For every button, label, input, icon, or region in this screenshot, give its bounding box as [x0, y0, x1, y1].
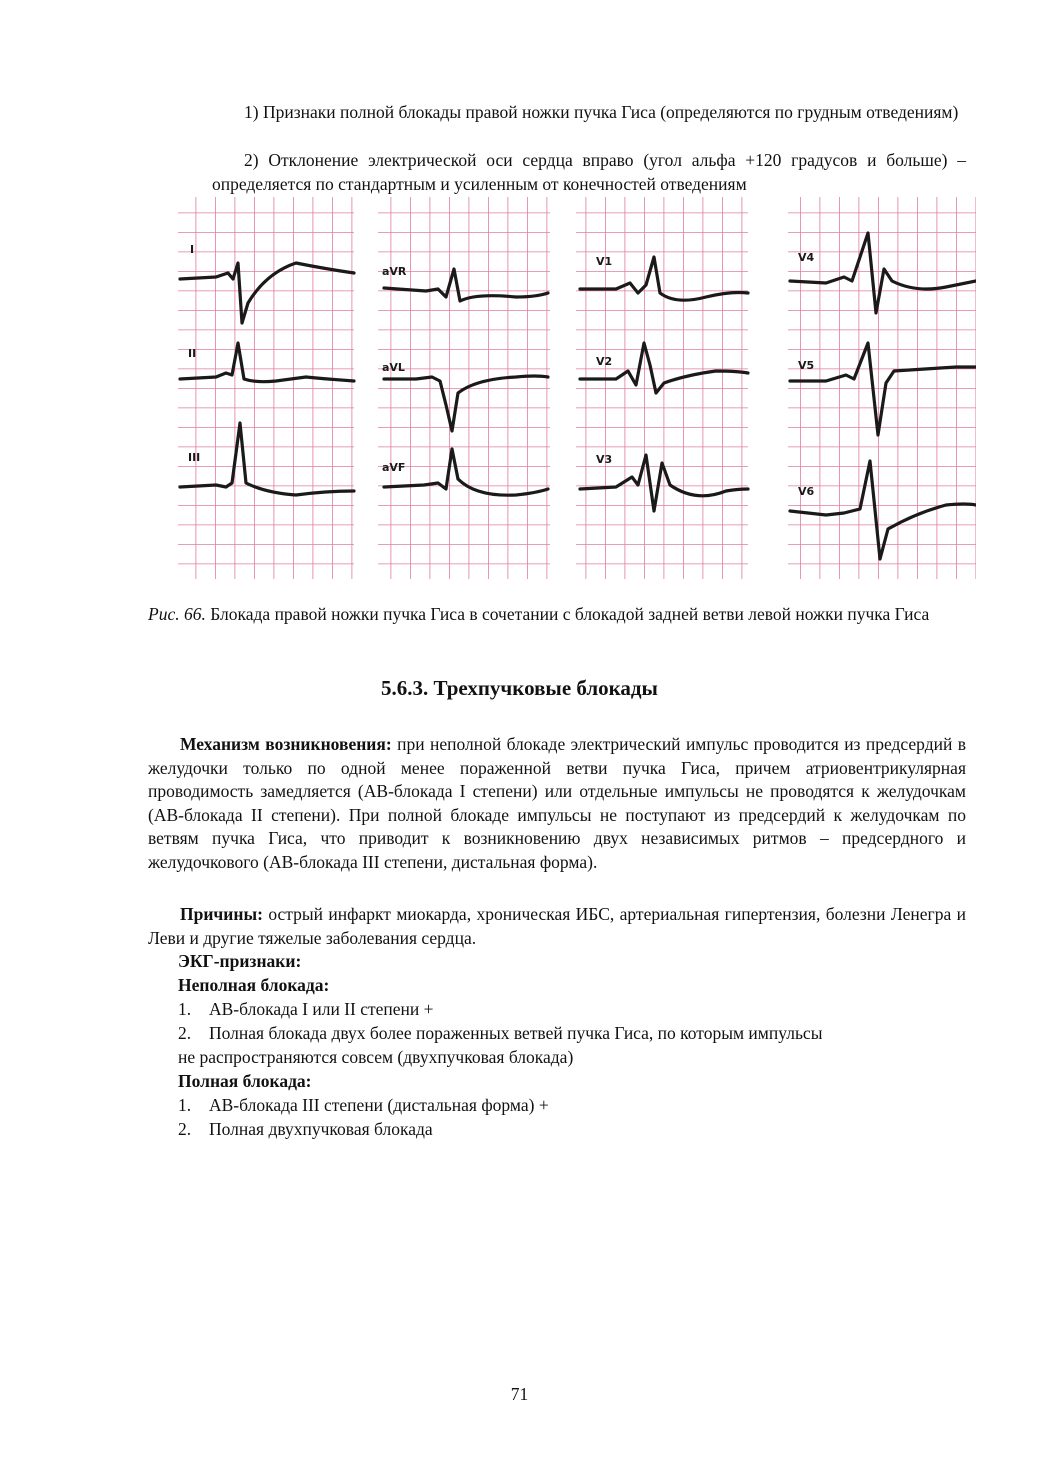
complete-item-1	[178, 1094, 549, 1118]
mechanism-label: Механизм возникновения:	[180, 734, 392, 754]
incomplete-item-2	[178, 1022, 822, 1046]
causes-paragraph	[148, 903, 966, 950]
figure-caption	[148, 603, 968, 627]
ecg-lead-label-V5: V5	[798, 359, 815, 372]
ecg-lead-label-III: III	[188, 451, 201, 464]
incomplete-block-heading: Неполная блокада:	[178, 975, 330, 995]
ecg-lead-label-aVR: aVR	[382, 265, 407, 278]
complete-item-2	[178, 1118, 433, 1142]
ecg-panel-chest-2	[788, 197, 976, 579]
figure-caption-text: Блокада правой ножки пучка Гиса в сочетании с блокадой задней ветви левой ножки пучка Гиса	[205, 604, 930, 624]
list-text: АВ-блокада I или II степени +	[209, 999, 434, 1019]
ecg-lead-label-V3: V3	[596, 453, 613, 466]
mechanism-text: при неполной блокаде электрический импульс проводится из предсердий в желудочки только по одной менее пораженной ветви пучка Гиса, причем атриовентрикулярная проводимость замедляется (АВ-блокада I степени) или отдельные импульсы не проводятся к желудочкам (АВ-блокада II степени). При полной блокаде импульсы не поступают из предсердий к желудочкам по ветвям пучка Гиса, что приводит к возникновению двух независимых ритмов – предсердного и желудочкового (АВ-блокада III степени, дистальная форма).	[148, 734, 966, 872]
causes-label: Причины:	[180, 904, 263, 924]
ecg-lead-label-II: II	[188, 347, 197, 360]
causes-text: острый инфаркт миокарда, хроническая ИБС, артериальная гипертензия, болезни Ленегра и Леви и другие тяжелые заболевания сердца.	[148, 904, 966, 948]
list-number: 2.	[178, 1119, 192, 1139]
ecg-lead-label-V2: V2	[596, 355, 613, 368]
incomplete-item-2-continued: не распространяются совсем (двухпучковая блокада)	[178, 1047, 574, 1067]
ecg-lead-label-V4: V4	[798, 251, 815, 264]
ecg-panel-limb	[178, 197, 354, 579]
ecg-signs-heading: ЭКГ-признаки:	[178, 951, 302, 971]
list-text: Полная двухпучковая блокада	[209, 1119, 433, 1139]
complete-block-heading: Полная блокада:	[178, 1071, 312, 1091]
mechanism-paragraph	[148, 733, 966, 874]
list-number: 2.	[178, 1023, 192, 1043]
list-number: 1.	[178, 1095, 192, 1115]
ecg-lead-label-V1: V1	[596, 255, 613, 268]
intro-item-1: 1) Признаки полной блокады правой ножки пучка Гиса (определяются по грудным отведениям)	[244, 102, 959, 122]
ecg-lead-label-aVL: aVL	[382, 361, 405, 374]
incomplete-item-1	[178, 998, 434, 1022]
ecg-lead-label-V6: V6	[798, 485, 815, 498]
list-text: АВ-блокада III степени (дистальная форма) +	[209, 1095, 549, 1115]
ecg-lead-label-I: I	[190, 243, 195, 256]
list-number: 1.	[178, 999, 192, 1019]
intro-item-2: 2) Отклонение электрической оси сердца вправо (угол альфа +120 градусов и больше) – определяется по стандартным и усиленным от конечностей отведениям	[212, 150, 966, 194]
page-number: 71	[510, 1384, 529, 1404]
ecg-lead-label-aVF: aVF	[382, 461, 406, 474]
ecg-figure	[176, 193, 976, 581]
section-title: 5.6.3. Трехпучковые блокады	[381, 676, 658, 700]
figure-caption-label: Рис. 66.	[148, 604, 206, 624]
list-text: Полная блокада двух более пораженных ветвей пучка Гиса, по которым импульсы	[209, 1023, 823, 1043]
